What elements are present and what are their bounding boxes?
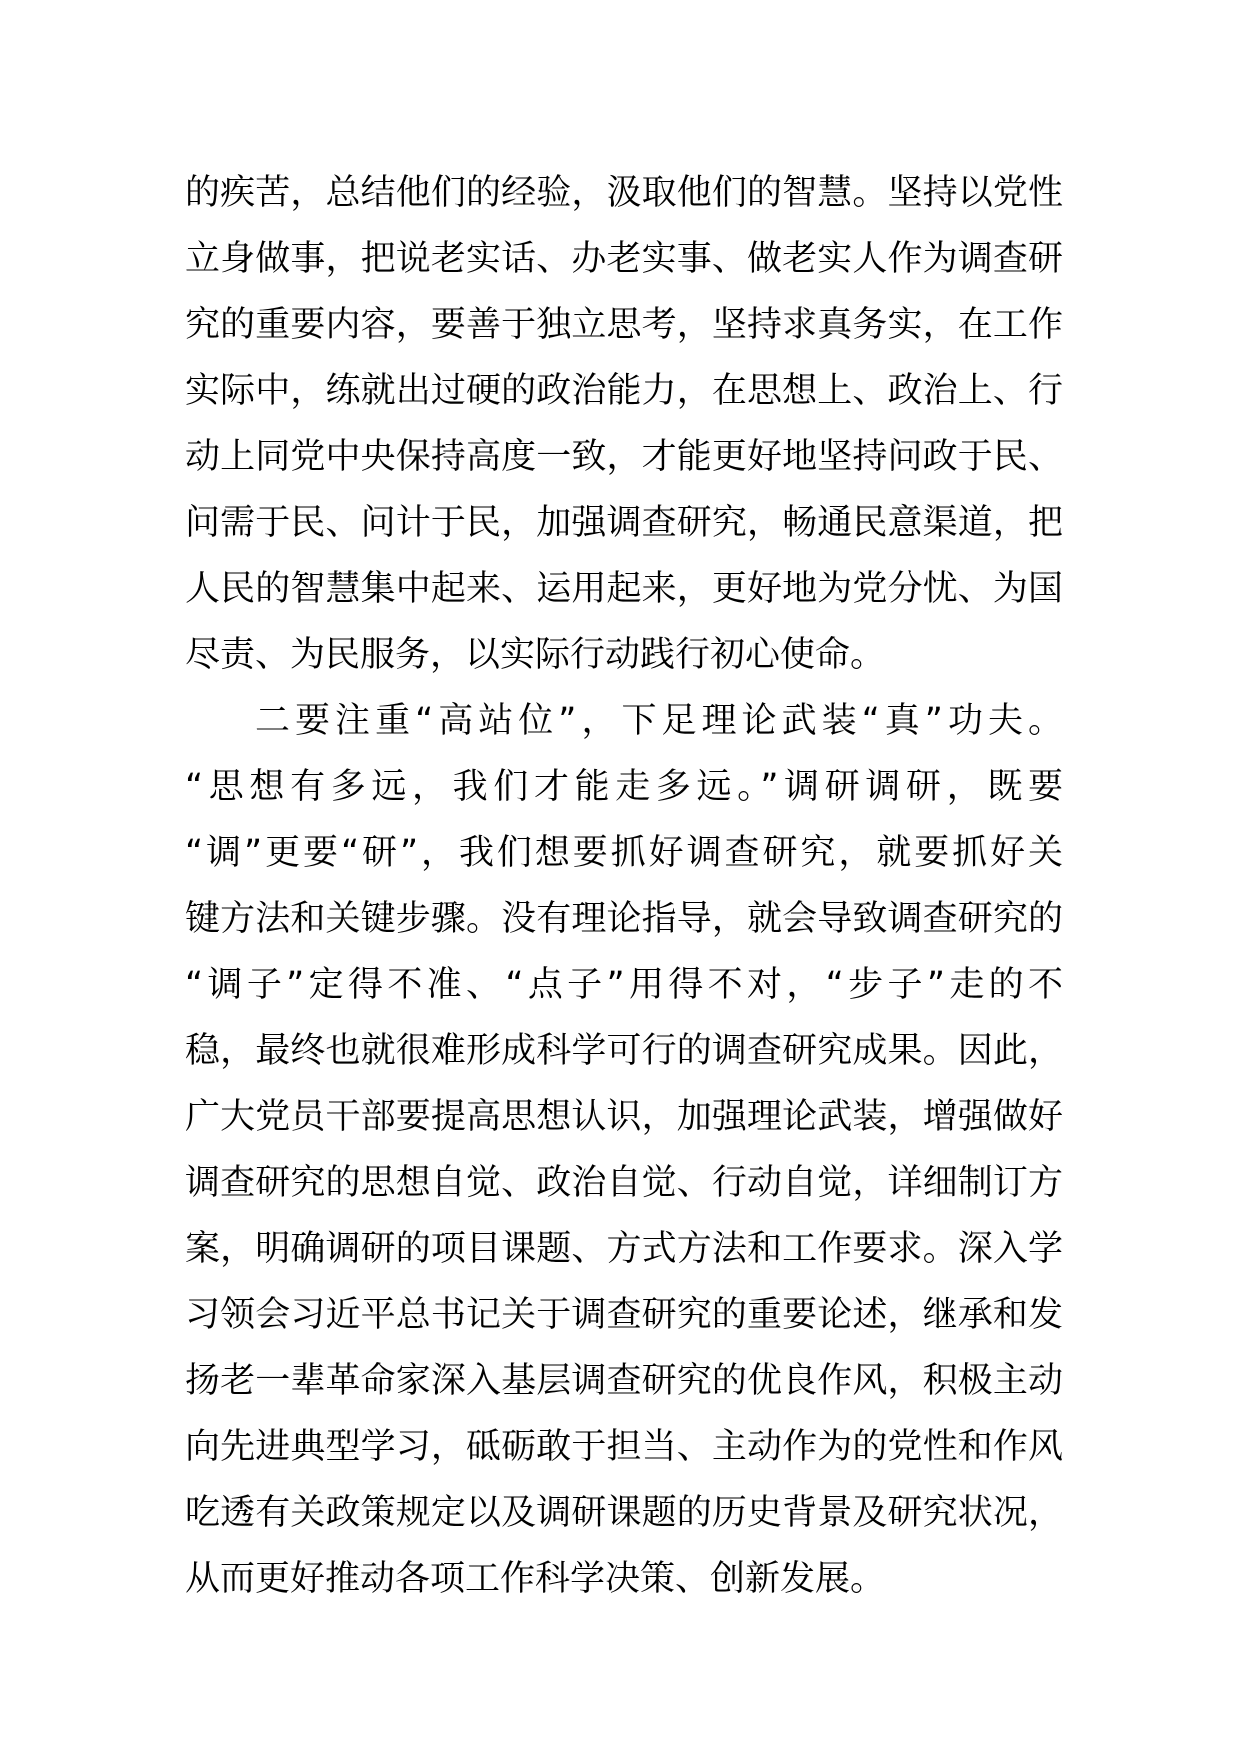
text-line: 二要注重“高站位”，下足理论武装“真”功夫。 bbox=[255, 701, 1063, 741]
paragraph bbox=[185, 160, 1063, 688]
text-line: 广大党员干部要提高思想认识，加强理论武装，增强做好 bbox=[185, 1097, 1063, 1137]
text-line: 的疾苦，总结他们的经验，汲取他们的智慧。坚持以党性 bbox=[185, 173, 1063, 213]
text-line: 向先进典型学习，砥砺敢于担当、主动作为的党性和作风 bbox=[185, 1427, 1063, 1467]
text-line: 稳，最终也就很难形成科学可行的调查研究成果。因此， bbox=[185, 1031, 1063, 1071]
text-line: 究的重要内容，要善于独立思考，坚持求真务实，在工作 bbox=[185, 305, 1063, 345]
text-line: 习领会习近平总书记关于调查研究的重要论述，继承和发 bbox=[185, 1295, 1063, 1335]
text-line: 案，明确调研的项目课题、方式方法和工作要求。深入学 bbox=[185, 1229, 1063, 1269]
text-line: “调子”定得不准、“点子”用得不对，“步子”走的不 bbox=[185, 965, 1063, 1005]
text-line: 键方法和关键步骤。没有理论指导，就会导致调查研究的 bbox=[185, 899, 1063, 939]
text-line: 调查研究的思想自觉、政治自觉、行动自觉，详细制订方 bbox=[185, 1163, 1063, 1203]
text-line: 立身做事，把说老实话、办老实事、做老实人作为调查研 bbox=[185, 239, 1063, 279]
text-line: 从而更好推动各项工作科学决策、创新发展。 bbox=[185, 1559, 886, 1599]
text-line: “调”更要“研”，我们想要抓好调查研究，就要抓好关 bbox=[185, 833, 1063, 873]
paragraph bbox=[185, 688, 1063, 1612]
text-line: 实际中，练就出过硬的政治能力，在思想上、政治上、行 bbox=[185, 371, 1063, 411]
text-line: 扬老一辈革命家深入基层调查研究的优良作风，积极主动 bbox=[185, 1361, 1063, 1401]
text-line: 人民的智慧集中起来、运用起来，更好地为党分忧、为国 bbox=[185, 569, 1063, 609]
document-body-text bbox=[185, 160, 1063, 1612]
text-line: 吃透有关政策规定以及调研课题的历史背景及研究状况， bbox=[185, 1493, 1063, 1533]
text-line: 动上同党中央保持高度一致，才能更好地坚持问政于民、 bbox=[185, 437, 1063, 477]
text-line: 尽责、为民服务，以实际行动践行初心使命。 bbox=[185, 635, 886, 675]
text-line: 问需于民、问计于民，加强调查研究，畅通民意渠道，把 bbox=[185, 503, 1063, 543]
text-line: “思想有多远，我们才能走多远。”调研调研，既要 bbox=[185, 767, 1063, 807]
